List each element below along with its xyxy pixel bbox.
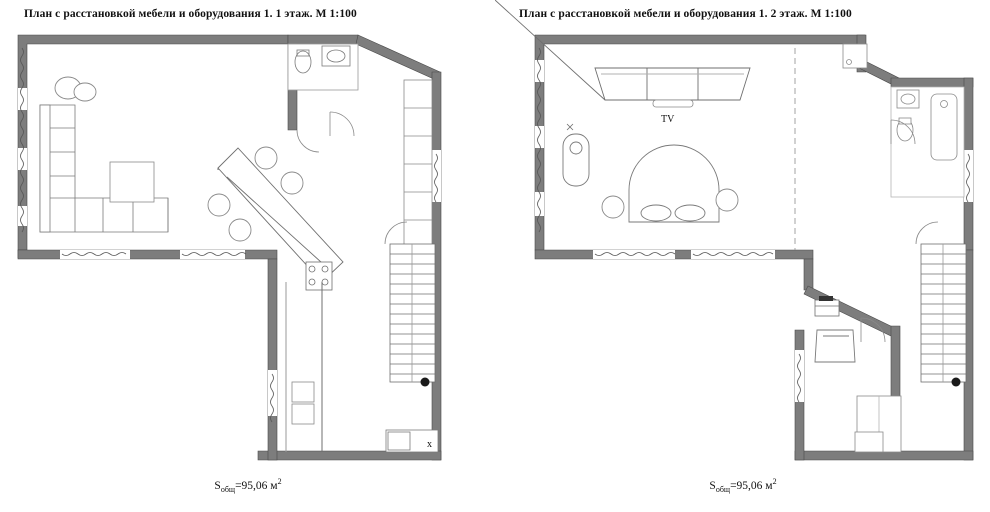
plan-1-cooktop [306,262,332,290]
plan-2-bed [629,145,719,222]
plan-1-doors [297,112,407,244]
plan-1-round-poufs [55,77,96,101]
plan-2-top-right-closet [843,44,867,68]
plan-2-tv-unit [653,100,693,107]
plan-2-newel-post [952,378,961,387]
floor-plan-2 [495,0,990,512]
plan-1-dining-chairs [292,382,314,424]
plan-2-bathroom [891,87,964,197]
plan-2-title: План с расстановкой мебели и оборудования 1. 2 этаж. М 1:100 [519,8,852,20]
plan-2-drawing [495,0,990,512]
plan-2-wardrobe-run [495,0,750,100]
plan-1-newel-post [421,378,430,387]
plan-1-area-label: $S_{общ}=95,06$ $м^2$ [214,476,282,494]
plan-2-freestanding-bathtub [563,134,589,186]
plan-2-tv-label: TV [661,114,675,125]
plan-1-closet-run [404,80,432,250]
plan-2-tap-icon [567,124,573,130]
pillow-left [641,205,671,221]
plan-1-title: План с расстановкой мебели и оборудования 1. 1 этаж. М 1:100 [24,8,357,20]
plan-1-staircase [390,244,435,382]
pillow-right [675,205,705,221]
plan-1-openings [18,88,441,416]
plan-1-coffee-table [110,162,154,202]
plan-2-area-label: $S_{общ}=95,06$ $м^2$ [709,476,777,494]
plan-2-armchair [815,330,855,362]
plan-1-bathroom [288,44,358,90]
plan-1-window-curtains [21,48,438,422]
plan-2-storage-wardrobe [855,396,901,452]
plan-1-utility-marker: x [427,439,432,450]
plan-2-staircase [921,244,966,382]
